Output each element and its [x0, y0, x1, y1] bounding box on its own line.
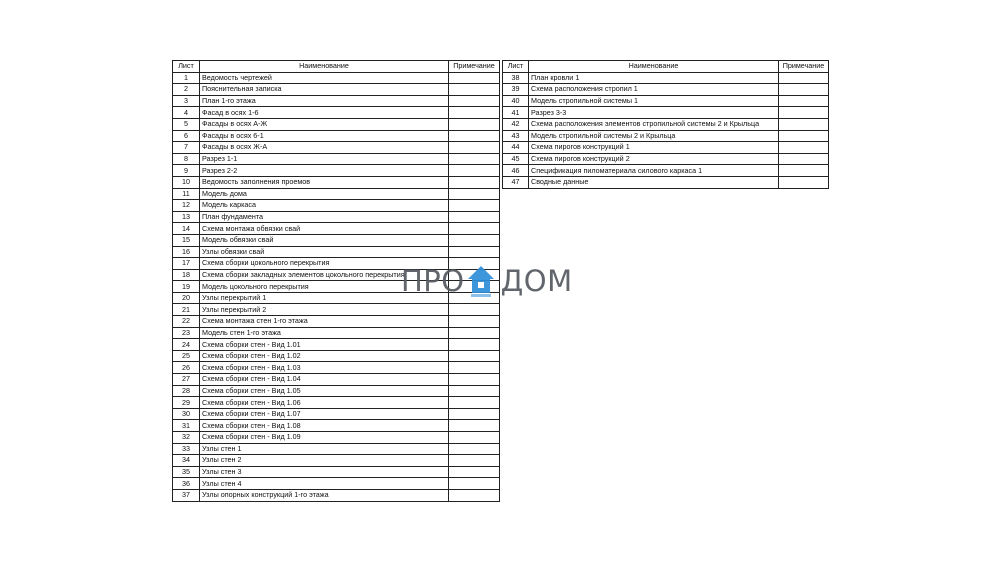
table-row: [173, 211, 500, 223]
note-cell: [449, 432, 500, 444]
sheet-number-cell: 11: [173, 188, 200, 200]
sheet-number-cell: 29: [173, 397, 200, 409]
note-cell: [449, 165, 500, 177]
sheet-number-cell: 3: [173, 95, 200, 107]
sheet-name-cell: Схема монтажа стен 1-го этажа: [200, 316, 449, 328]
sheet-name-cell: Модель цокольного перекрытия: [200, 281, 449, 293]
header-name: Наименование: [200, 61, 449, 73]
sheet-name-cell: Спецификация пиломатериала силового каркаса 1: [529, 165, 779, 177]
table-row: [173, 385, 500, 397]
sheet-name-cell: Модель дома: [200, 188, 449, 200]
sheet-name-cell: Схема расположения стропил 1: [529, 84, 779, 96]
note-cell: [449, 246, 500, 258]
note-cell: [449, 443, 500, 455]
sheet-name-cell: Фасады в осях А-Ж: [200, 118, 449, 130]
table-row: [173, 432, 500, 444]
sheet-name-cell: План фундамента: [200, 211, 449, 223]
sheet-name-cell: Схема сборки стен - Вид 1.01: [200, 339, 449, 351]
table-row: [173, 118, 500, 130]
note-cell: [449, 478, 500, 490]
note-cell: [449, 339, 500, 351]
table-row: [173, 339, 500, 351]
table-row: [173, 142, 500, 154]
note-cell: [449, 130, 500, 142]
sheet-number-cell: 1: [173, 72, 200, 84]
table-row: [503, 95, 829, 107]
sheet-name-cell: Схема сборки стен - Вид 1.04: [200, 374, 449, 386]
sheet-name-cell: Схема сборки стен - Вид 1.05: [200, 385, 449, 397]
sheet-number-cell: 34: [173, 455, 200, 467]
sheet-name-cell: Разрез 2-2: [200, 165, 449, 177]
sheet-name-cell: Узлы опорных конструкций 1-го этажа: [200, 489, 449, 501]
sheet-name-cell: Схема сборки стен - Вид 1.03: [200, 362, 449, 374]
header-note: Примечание: [779, 61, 829, 73]
sheet-number-cell: 30: [173, 408, 200, 420]
note-cell: [779, 153, 829, 165]
note-cell: [449, 455, 500, 467]
note-cell: [449, 153, 500, 165]
sheet-number-cell: 15: [173, 234, 200, 246]
sheet-name-cell: Пояснительная записка: [200, 84, 449, 96]
sheet-name-cell: Схема сборки стен - Вид 1.07: [200, 408, 449, 420]
sheet-number-cell: 20: [173, 292, 200, 304]
note-cell: [449, 385, 500, 397]
table-body-right: [503, 72, 829, 188]
note-cell: [449, 188, 500, 200]
table-row: [173, 362, 500, 374]
sheet-name-cell: Схема монтажа обвязки свай: [200, 223, 449, 235]
sheet-number-cell: 27: [173, 374, 200, 386]
table-row: [173, 165, 500, 177]
note-cell: [449, 466, 500, 478]
table-row: [173, 200, 500, 212]
table-row: [503, 118, 829, 130]
sheet-number-cell: 2: [173, 84, 200, 96]
sheet-name-cell: Модель каркаса: [200, 200, 449, 212]
table-row: [503, 72, 829, 84]
table-row: [173, 234, 500, 246]
sheet-number-cell: 47: [503, 176, 529, 188]
table-row: [173, 95, 500, 107]
note-cell: [449, 489, 500, 501]
drawing-list-table-right: [502, 60, 829, 189]
sheet-number-cell: 10: [173, 176, 200, 188]
table-row: [503, 130, 829, 142]
house-icon: [467, 263, 495, 299]
sheet-name-cell: План кровли 1: [529, 72, 779, 84]
sheet-number-cell: 16: [173, 246, 200, 258]
table-row: [173, 72, 500, 84]
sheet-name-cell: Модель обвязки свай: [200, 234, 449, 246]
sheet-name-cell: Схема сборки стен - Вид 1.02: [200, 350, 449, 362]
sheet-name-cell: Узлы стен 3: [200, 466, 449, 478]
sheet-number-cell: 9: [173, 165, 200, 177]
table-row: [503, 107, 829, 119]
sheet-number-cell: 13: [173, 211, 200, 223]
sheet-number-cell: 19: [173, 281, 200, 293]
sheet-name-cell: Фасады в осях Ж-А: [200, 142, 449, 154]
table-row: [173, 84, 500, 96]
table-row: [173, 130, 500, 142]
prodom-watermark-logo: [401, 261, 573, 301]
table-row: [173, 374, 500, 386]
note-cell: [449, 374, 500, 386]
sheet-name-cell: Узлы обвязки свай: [200, 246, 449, 258]
table-row: [503, 153, 829, 165]
sheet-number-cell: 32: [173, 432, 200, 444]
sheet-number-cell: 35: [173, 466, 200, 478]
note-cell: [779, 95, 829, 107]
header-sheet: Лист: [173, 61, 200, 73]
table-row: [173, 304, 500, 316]
table-row: [173, 443, 500, 455]
note-cell: [779, 165, 829, 177]
table-row: [503, 165, 829, 177]
table-row: [173, 107, 500, 119]
note-cell: [779, 72, 829, 84]
sheet-number-cell: 38: [503, 72, 529, 84]
sheet-name-cell: Узлы перекрытий 1: [200, 292, 449, 304]
sheet-name-cell: Схема сборки закладных элементов цокольного перекрытия: [200, 269, 449, 281]
sheet-name-cell: Схема расположения элементов стропильной системы 2 и Крыльца: [529, 118, 779, 130]
table-row: [173, 246, 500, 258]
sheet-name-cell: Сводные данные: [529, 176, 779, 188]
sheet-number-cell: 42: [503, 118, 529, 130]
note-cell: [449, 211, 500, 223]
note-cell: [449, 107, 500, 119]
sheet-number-cell: 39: [503, 84, 529, 96]
sheet-number-cell: 45: [503, 153, 529, 165]
table-row: [173, 176, 500, 188]
sheet-number-cell: 36: [173, 478, 200, 490]
sheet-name-cell: Схема сборки цокольного перекрытия: [200, 258, 449, 270]
sheet-number-cell: 37: [173, 489, 200, 501]
table-row: [173, 327, 500, 339]
table-row: [173, 350, 500, 362]
table-row: [503, 142, 829, 154]
note-cell: [449, 223, 500, 235]
sheet-number-cell: 14: [173, 223, 200, 235]
sheet-name-cell: Схема сборки стен - Вид 1.06: [200, 397, 449, 409]
sheet-number-cell: 21: [173, 304, 200, 316]
note-cell: [779, 142, 829, 154]
sheet-name-cell: Ведомость чертежей: [200, 72, 449, 84]
table-header-row: [173, 61, 500, 73]
note-cell: [449, 176, 500, 188]
note-cell: [449, 72, 500, 84]
note-cell: [449, 420, 500, 432]
sheet-number-cell: 33: [173, 443, 200, 455]
sheet-number-cell: 28: [173, 385, 200, 397]
note-cell: [449, 200, 500, 212]
note-cell: [779, 118, 829, 130]
table-row: [503, 84, 829, 96]
sheet-name-cell: Схема пирогов конструкций 1: [529, 142, 779, 154]
note-cell: [449, 327, 500, 339]
sheet-number-cell: 5: [173, 118, 200, 130]
table-row: [173, 489, 500, 501]
note-cell: [779, 130, 829, 142]
sheet-number-cell: 6: [173, 130, 200, 142]
sheet-number-cell: 4: [173, 107, 200, 119]
sheet-name-cell: Узлы стен 4: [200, 478, 449, 490]
sheet-number-cell: 17: [173, 258, 200, 270]
sheet-number-cell: 46: [503, 165, 529, 177]
header-name: Наименование: [529, 61, 779, 73]
sheet-name-cell: Схема пирогов конструкций 2: [529, 153, 779, 165]
sheet-number-cell: 12: [173, 200, 200, 212]
note-cell: [449, 142, 500, 154]
sheet-number-cell: 24: [173, 339, 200, 351]
sheet-name-cell: Модель стропильной системы 2 и Крыльца: [529, 130, 779, 142]
sheet-number-cell: 22: [173, 316, 200, 328]
table-row: [173, 397, 500, 409]
sheet-name-cell: Разрез 3-3: [529, 107, 779, 119]
note-cell: [449, 350, 500, 362]
sheet-name-cell: Разрез 1-1: [200, 153, 449, 165]
sheet-number-cell: 18: [173, 269, 200, 281]
sheet-number-cell: 43: [503, 130, 529, 142]
table-row: [173, 455, 500, 467]
note-cell: [449, 95, 500, 107]
note-cell: [449, 397, 500, 409]
table-row: [173, 188, 500, 200]
sheet-name-cell: План 1-го этажа: [200, 95, 449, 107]
watermark-text-left: ПРО: [401, 264, 465, 298]
header-note: Примечание: [449, 61, 500, 73]
table-row: [173, 316, 500, 328]
table-row: [173, 153, 500, 165]
table-header-row: [503, 61, 829, 73]
table-row: [503, 176, 829, 188]
note-cell: [779, 107, 829, 119]
watermark-text-right: ДОМ: [500, 264, 573, 298]
table-row: [173, 420, 500, 432]
sheet-number-cell: 23: [173, 327, 200, 339]
header-sheet: Лист: [503, 61, 529, 73]
table-row: [173, 478, 500, 490]
sheet-number-cell: 25: [173, 350, 200, 362]
sheet-name-cell: Модель стен 1-го этажа: [200, 327, 449, 339]
note-cell: [449, 118, 500, 130]
sheet-name-cell: Модель стропильной системы 1: [529, 95, 779, 107]
sheet-number-cell: 7: [173, 142, 200, 154]
sheet-name-cell: Узлы перекрытий 2: [200, 304, 449, 316]
note-cell: [449, 84, 500, 96]
sheet-number-cell: 44: [503, 142, 529, 154]
note-cell: [779, 84, 829, 96]
sheet-number-cell: 8: [173, 153, 200, 165]
table-row: [173, 466, 500, 478]
table-row: [173, 223, 500, 235]
table-row: [173, 408, 500, 420]
sheet-name-cell: Ведомость заполнения проемов: [200, 176, 449, 188]
sheet-name-cell: Узлы стен 2: [200, 455, 449, 467]
sheet-name-cell: Узлы стен 1: [200, 443, 449, 455]
sheet-number-cell: 26: [173, 362, 200, 374]
sheet-number-cell: 41: [503, 107, 529, 119]
sheet-name-cell: Фасады в осях 6-1: [200, 130, 449, 142]
note-cell: [449, 362, 500, 374]
note-cell: [449, 234, 500, 246]
note-cell: [449, 408, 500, 420]
note-cell: [449, 304, 500, 316]
note-cell: [449, 316, 500, 328]
sheet-name-cell: Схема сборки стен - Вид 1.08: [200, 420, 449, 432]
sheet-number-cell: 40: [503, 95, 529, 107]
sheet-number-cell: 31: [173, 420, 200, 432]
note-cell: [779, 176, 829, 188]
sheet-name-cell: Схема сборки стен - Вид 1.09: [200, 432, 449, 444]
sheet-name-cell: Фасад в осях 1-6: [200, 107, 449, 119]
